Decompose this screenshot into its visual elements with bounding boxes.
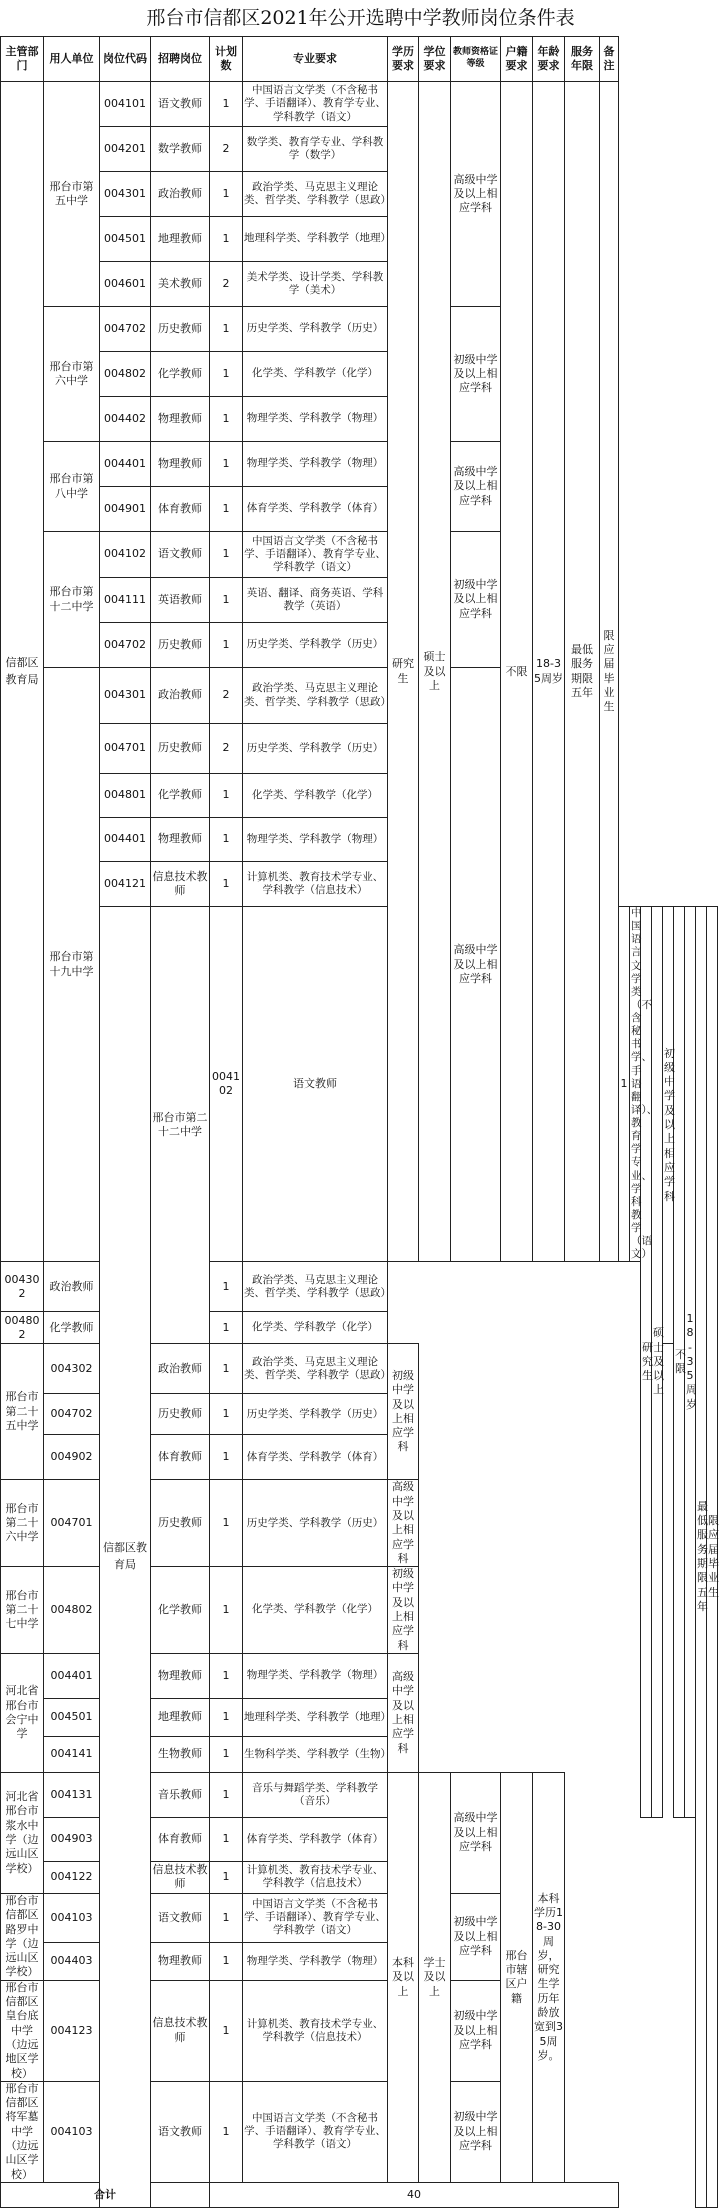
major-cell: 体育学类、学科教学（体育） [243,487,388,532]
post-cell: 化学教师 [151,1567,210,1654]
major-cell: 中国语言文学类（不含秘书学、手语翻译）、教育学专业、学科教学（语文） [243,1893,388,1942]
note-cell: 限应届毕业生 [707,907,718,2208]
count-cell: 2 [210,262,243,307]
post-cell: 音乐教师 [151,1772,210,1817]
count-cell: 1 [210,1942,243,1980]
post-cell: 地理教师 [151,1698,210,1736]
code-cell: 004501 [44,1698,100,1736]
service-cell: 最低服务期限五年 [565,82,600,1262]
post-cell: 语文教师 [151,82,210,127]
count-cell: 1 [210,1653,243,1698]
post-cell: 历史教师 [151,1480,210,1567]
post-cell: 化学教师 [151,774,210,818]
header-age: 年龄要求 [533,37,565,82]
count-cell: 1 [210,1312,243,1344]
major-cell: 计算机类、教育技术学专业、学科教学（信息技术） [243,862,388,907]
post-cell: 英语教师 [151,578,210,623]
count-cell: 1 [210,623,243,668]
major-cell: 计算机类、教育技术学专业、学科教学（信息技术） [243,1861,388,1893]
count-cell: 1 [210,1698,243,1736]
count-cell: 1 [210,1480,243,1567]
count-cell: 1 [210,1344,243,1394]
code-cell: 004601 [100,262,151,307]
post-cell: 信息技术教师 [151,862,210,907]
code-cell: 004901 [100,487,151,532]
unit-cell: 邢台市第十二中学 [44,532,100,668]
count-cell: 1 [210,217,243,262]
header-edu: 学历要求 [388,37,419,82]
code-cell: 004801 [100,774,151,818]
post-cell: 物理教师 [151,818,210,862]
unit-cell: 河北省邢台市浆水中学（边远山区学校） [1,1772,44,1893]
cert-cell: 初级中学及以上相应学科 [388,1344,419,1480]
total-value: 40 [210,2182,619,2207]
age-cell: 本科学历18-30周岁，研究生学历年龄放宽到35周岁。 [533,1772,565,2182]
count-cell: 1 [210,1736,243,1772]
count-cell: 1 [210,818,243,862]
count-cell: 1 [210,1861,243,1893]
post-cell: 化学教师 [151,352,210,397]
count-cell: 1 [210,1262,243,1312]
code-cell: 004702 [100,623,151,668]
code-cell: 004701 [100,724,151,774]
code-cell: 004101 [100,82,151,127]
major-cell: 中国语言文学类（不含秘书学、手语翻译）、教育学专业、学科教学（语文） [243,82,388,127]
code-cell: 004802 [1,1312,44,1344]
post-cell: 化学教师 [44,1312,100,1344]
post-cell: 语文教师 [151,532,210,578]
post-cell: 地理教师 [151,217,210,262]
code-cell: 004201 [100,127,151,172]
major-cell: 生物科学类、学科教学（生物） [243,1736,388,1772]
unit-cell: 邢台市信都区路罗中学（边远山区学校） [1,1893,44,1980]
post-cell: 语文教师 [151,1893,210,1942]
count-cell: 1 [210,532,243,578]
code-cell: 004103 [44,1893,100,1942]
cert-cell: 初级中学及以上相应学科 [451,1980,501,2081]
hukou-cell: 不限 [674,907,685,1818]
header-note: 备注 [600,37,619,82]
code-cell: 004401 [44,1653,100,1698]
count-cell: 1 [210,442,243,487]
major-cell: 物理学类、学科教学（物理） [243,442,388,487]
count-cell: 1 [210,172,243,217]
major-cell: 历史学类、学科教学（历史） [243,724,388,774]
count-cell: 1 [619,907,630,1262]
cert-cell: 高级中学及以上相应学科 [451,442,501,532]
post-cell: 信息技术教师 [151,1980,210,2081]
unit-cell: 河北省邢台市会宁中学 [1,1653,44,1772]
code-cell: 004123 [44,1980,100,2081]
positions-table [0,36,718,2208]
cert-cell: 初级中学及以上相应学科 [451,307,501,442]
code-cell: 004902 [44,1435,100,1480]
unit-cell: 邢台市第六中学 [44,307,100,442]
post-cell: 政治教师 [151,1344,210,1394]
code-cell: 004122 [44,1861,100,1893]
page-title: 邢台市信都区2021年公开选聘中学教师岗位条件表 [146,7,575,29]
post-cell: 政治教师 [151,668,210,724]
cert-cell: 高级中学及以上相应学科 [451,82,501,307]
count-cell: 1 [210,352,243,397]
cert-cell: 初级中学及以上相应学科 [451,2081,501,2182]
major-cell: 物理学类、学科教学（物理） [243,397,388,442]
count-cell: 2 [210,127,243,172]
major-cell: 历史学类、学科教学（历史） [243,1480,388,1567]
post-cell: 政治教师 [44,1262,100,1312]
unit-cell: 邢台市第八中学 [44,442,100,532]
code-cell: 004301 [100,172,151,217]
major-cell: 化学类、学科教学（化学） [243,1312,388,1344]
major-cell: 物理学类、学科教学（物理） [243,1653,388,1698]
cert-cell: 高级中学及以上相应学科 [451,1772,501,1893]
header-unit: 用人单位 [44,37,100,82]
count-cell: 2 [210,724,243,774]
edu-cell: 研究生 [641,907,652,1818]
post-cell: 生物教师 [151,1736,210,1772]
header-major: 专业要求 [243,37,388,82]
count-cell: 1 [210,1893,243,1942]
code-cell: 004111 [100,578,151,623]
post-cell: 历史教师 [151,307,210,352]
code-cell: 004401 [100,442,151,487]
cert-cell: 高级中学及以上相应学科 [388,1480,419,1567]
total-row [1,2182,718,2207]
header-count: 计划数 [210,37,243,82]
count-cell: 1 [210,578,243,623]
degree-cell: 学士及以上 [419,1772,451,2182]
degree-cell: 硕士及以上 [652,907,663,1818]
code-cell: 004701 [44,1480,100,1567]
code-cell: 004301 [100,668,151,724]
unit-cell: 邢台市第二十二中学 [151,907,210,1344]
code-cell: 004102 [100,532,151,578]
major-cell: 中国语言文学类（不含秘书学、手语翻译）、教育学专业、学科教学（语文） [243,2081,388,2182]
major-cell: 地理科学类、学科教学（地理） [243,1698,388,1736]
major-cell: 中国语言文学类（不含秘书学、手语翻译）、教育学专业、学科教学（语文） [243,532,388,578]
major-cell: 政治学类、马克思主义理论类、哲学类、学科教学（思政） [243,1262,388,1312]
major-cell: 化学类、学科教学（化学） [243,352,388,397]
post-cell: 历史教师 [151,1394,210,1435]
count-cell: 1 [210,1772,243,1817]
age-cell: 18-35周岁 [685,907,696,1818]
unit-cell: 邢台市第五中学 [44,82,100,307]
major-cell: 物理学类、学科教学（物理） [243,818,388,862]
major-cell: 地理科学类、学科教学（地理） [243,217,388,262]
post-cell: 体育教师 [151,487,210,532]
edu-cell: 研究生 [388,82,419,1262]
code-cell: 004501 [100,217,151,262]
major-cell: 体育学类、学科教学（体育） [243,1435,388,1480]
major-cell: 计算机类、教育技术学专业、学科教学（信息技术） [243,1980,388,2081]
dept-cell: 信都区教育局 [1,82,44,1262]
hukou-cell: 不限 [501,82,533,1262]
code-cell: 004141 [44,1736,100,1772]
header-degree: 学位要求 [419,37,451,82]
code-cell: 004702 [44,1394,100,1435]
code-cell: 004903 [44,1817,100,1861]
dept-cell: 信都区教育局 [100,907,151,2208]
post-cell: 美术教师 [151,262,210,307]
header-hukou: 户籍要求 [501,37,533,82]
count-cell: 2 [210,668,243,724]
major-cell: 数学类、教育学专业、学科教学（数学） [243,127,388,172]
count-cell: 1 [210,1980,243,2081]
major-cell: 历史学类、学科教学（历史） [243,307,388,352]
major-cell: 美术学类、设计学类、学科教学（美术） [243,262,388,307]
post-cell: 数学教师 [151,127,210,172]
unit-cell: 邢台市信都区皇台底中学（边远地区学校） [1,1980,44,2081]
code-cell: 004102 [210,907,243,1262]
code-cell: 004402 [100,397,151,442]
post-cell: 体育教师 [151,1435,210,1480]
count-cell: 1 [210,397,243,442]
count-cell: 1 [210,2081,243,2182]
unit-cell: 邢台市第二十七中学 [1,1567,44,1654]
code-cell: 004802 [100,352,151,397]
total-label: 合计 [1,2182,210,2207]
unit-cell: 邢台市第二十五中学 [1,1344,44,1480]
post-cell: 历史教师 [151,724,210,774]
code-cell: 004302 [44,1344,100,1394]
major-cell: 政治学类、马克思主义理论类、哲学类、学科教学（思政） [243,172,388,217]
major-cell: 化学类、学科教学（化学） [243,774,388,818]
count-cell: 1 [210,862,243,907]
note-cell: 限应届毕业生 [600,82,619,1262]
count-cell: 1 [210,1817,243,1861]
code-cell: 004401 [100,818,151,862]
cert-cell: 高级中学及以上相应学科 [451,668,501,1262]
cert-cell: 初级中学及以上相应学科 [451,1893,501,1980]
post-cell: 语文教师 [243,907,388,1262]
degree-cell: 硕士及以上 [419,82,451,1262]
major-cell: 物理学类、学科教学（物理） [243,1942,388,1980]
count-cell: 1 [210,487,243,532]
major-cell: 体育学类、学科教学（体育） [243,1817,388,1861]
post-cell: 物理教师 [151,442,210,487]
cert-cell: 初级中学及以上相应学科 [451,532,501,668]
post-cell: 信息技术教师 [151,1861,210,1893]
cert-cell: 高级中学及以上相应学科 [388,1653,419,1772]
code-cell: 004121 [100,862,151,907]
table-row [1,82,718,127]
unit-cell: 邢台市信都区将军墓中学（边远山区学校） [1,2081,44,2182]
post-cell: 体育教师 [151,1817,210,1861]
post-cell: 物理教师 [151,1653,210,1698]
edu-cell: 本科及以上 [388,1772,419,2182]
major-cell: 政治学类、马克思主义理论类、哲学类、学科教学（思政） [243,668,388,724]
major-cell: 音乐与舞蹈学类、学科教学（音乐） [243,1772,388,1817]
count-cell: 1 [210,1435,243,1480]
cert-cell: 初级中学及以上相应学科 [388,1567,419,1654]
unit-cell: 邢台市第十九中学 [44,668,100,1262]
count-cell: 1 [210,82,243,127]
post-cell: 物理教师 [151,397,210,442]
major-cell: 中国语言文学类（不含秘书学、手语翻译）、教育学专业、学科教学（语文） [631,907,658,1261]
major-cell: 历史学类、学科教学（历史） [243,623,388,668]
major-cell: 化学类、学科教学（化学） [243,1567,388,1654]
service-cell: 最低服务期限五年 [696,907,707,2208]
count-cell: 1 [210,307,243,352]
major-cell: 历史学类、学科教学（历史） [243,1394,388,1435]
post-cell: 历史教师 [151,623,210,668]
header-dept: 主管部门 [1,37,44,82]
hukou-cell: 邢台市辖区户籍 [501,1772,533,2182]
code-cell: 004302 [1,1262,44,1312]
header-cert: 教师资格证等级 [451,37,501,82]
count-cell: 1 [210,774,243,818]
code-cell: 004702 [100,307,151,352]
code-cell: 004103 [44,2081,100,2182]
header-row [1,37,718,82]
code-cell: 004403 [44,1942,100,1980]
code-cell: 004131 [44,1772,100,1817]
age-cell: 18-35周岁 [533,82,565,1262]
code-cell: 004802 [44,1567,100,1654]
major-cell: 英语、翻译、商务英语、学科教学（英语） [243,578,388,623]
post-cell: 物理教师 [151,1942,210,1980]
header-post: 招聘岗位 [151,37,210,82]
cert-cell: 初级中学及以上相应学科 [663,907,674,1344]
major-cell: 政治学类、马克思主义理论类、哲学类、学科教学（思政） [243,1344,388,1394]
header-service: 服务年限 [565,37,600,82]
unit-cell: 邢台市第二十六中学 [1,1480,44,1567]
count-cell: 1 [210,1394,243,1435]
post-cell: 政治教师 [151,172,210,217]
header-code: 岗位代码 [100,37,151,82]
post-cell: 语文教师 [151,2081,210,2182]
count-cell: 1 [210,1567,243,1654]
